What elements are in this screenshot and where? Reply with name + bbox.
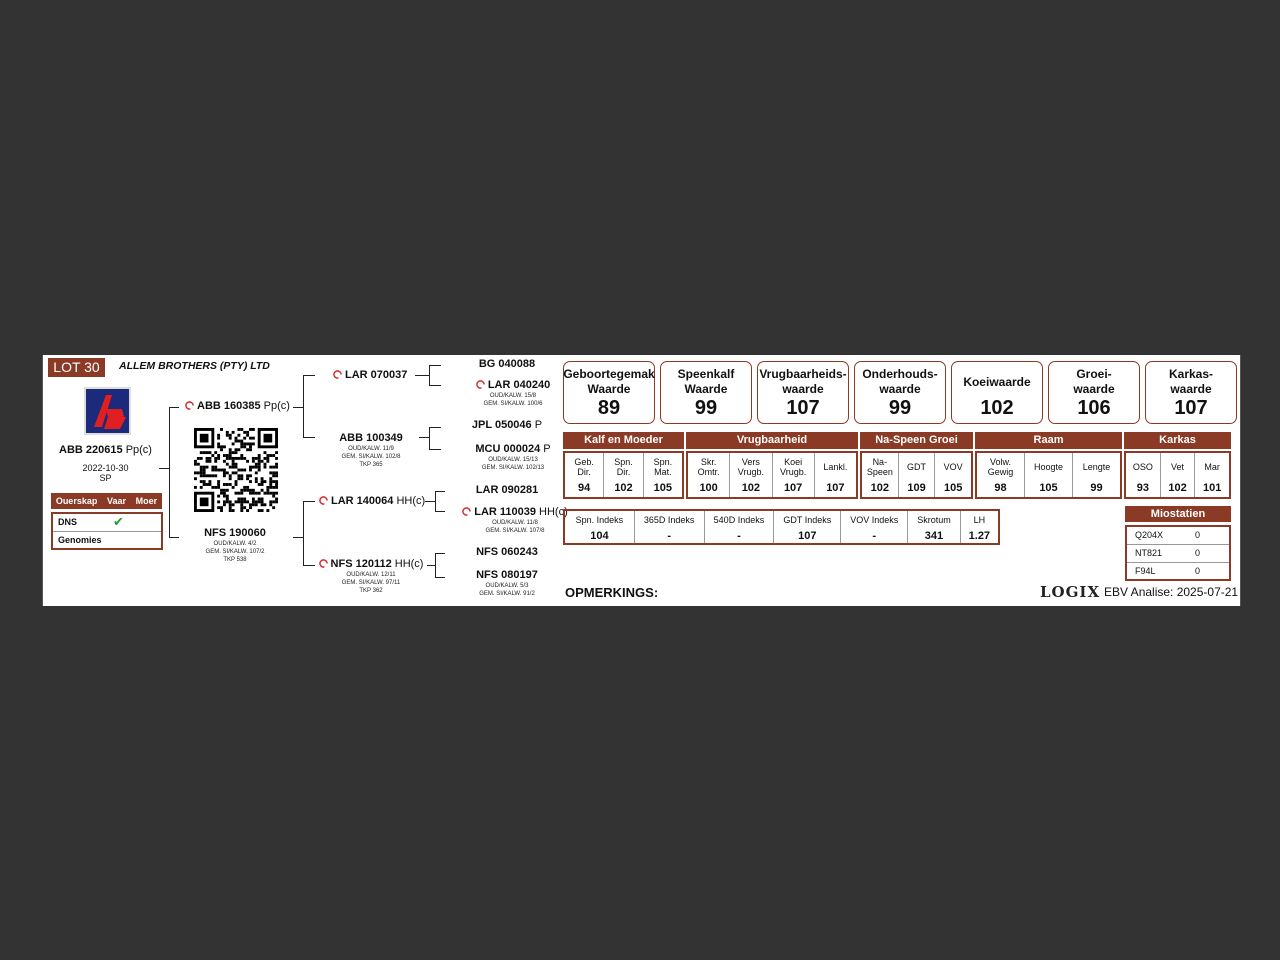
index-value: 1.27 [968, 530, 991, 542]
index-cell [635, 511, 705, 543]
animal-info [49, 444, 162, 483]
ebv-value: 102 [741, 482, 761, 494]
ebv-value: 98 [994, 482, 1007, 494]
bull-icon [319, 559, 328, 568]
sire-dam[interactable] [323, 432, 419, 469]
animal-tag: Pp(c) [125, 444, 152, 456]
dam-line: TKP 538 [223, 557, 247, 563]
dam-line: GEM. SI/KALW. 107/2 [205, 549, 265, 555]
bull-icon [462, 507, 471, 516]
value-number: 99 [888, 397, 912, 419]
ownership-header [51, 493, 162, 509]
ebv-label: Koei [784, 457, 803, 467]
dd-id: NFS 120112 [330, 558, 392, 570]
ebv-label: Spn. [653, 457, 673, 467]
ownership-label: DNS [58, 517, 78, 527]
value-title: Waarde [684, 382, 728, 396]
group-header: Na-Speen Groei [860, 432, 973, 449]
bull-icon [476, 380, 485, 389]
miostatien-key: NT821 [1135, 548, 1163, 558]
ownership-table [51, 512, 163, 550]
group-header: Kalf en Moeder [563, 432, 684, 449]
miostatien-key: F94L [1135, 566, 1156, 576]
index-label: Spn. Indeks [575, 515, 624, 525]
sd-line: GEM. SI/KALW. 102/8 [341, 454, 401, 460]
ownership-col: Vaar [106, 496, 127, 506]
ebv-label: GDT [907, 462, 926, 472]
ebv-cell [604, 453, 643, 497]
gg-4[interactable]: LAR 090281 [475, 484, 539, 496]
index-value: - [872, 530, 877, 542]
group-na-speen-groei [860, 451, 973, 499]
value-number: 107 [786, 397, 820, 419]
index-label: VOV Indeks [850, 515, 899, 525]
ebv-label: Mar [1204, 462, 1220, 472]
gg-line: GEM. SI/KALW. 91/2 [479, 591, 535, 597]
value-number: 102 [980, 397, 1014, 419]
ebv-value: 107 [826, 482, 845, 494]
gg-line: GEM. SI/KALW. 102/13 [481, 465, 545, 471]
ebv-label: Vrugb. [780, 467, 807, 477]
gg-1[interactable] [457, 379, 569, 408]
ebv-label: VOV [943, 462, 963, 472]
gg-id: NFS 080197 [476, 569, 538, 581]
dam-line: OUD/KALW. 4/2 [213, 541, 257, 547]
lot-badge: LOT 30 [48, 358, 105, 377]
ebv-date: EBV Analise: 2025-07-21 [1104, 585, 1239, 599]
qr-code[interactable] [194, 428, 278, 512]
miostatien-value: 0 [1195, 530, 1201, 540]
value-box [757, 361, 849, 424]
ebv-label: Lengte [1082, 462, 1111, 472]
animal-type: SP [99, 473, 112, 483]
remarks-label: OPMERKINGS: [565, 585, 659, 600]
index-value: 107 [798, 530, 817, 542]
ebv-label: Mat. [654, 467, 672, 477]
miostatien-row [1127, 527, 1229, 545]
ebv-cell [688, 453, 730, 497]
ebv-label: Vers [741, 457, 760, 467]
sire[interactable] [185, 400, 290, 412]
ebv-label: OSO [1132, 462, 1153, 472]
index-label: LH [973, 515, 986, 525]
ebv-label: Vrugb. [737, 467, 764, 477]
index-value: - [667, 530, 671, 542]
ebv-cell [1073, 453, 1120, 497]
dam-id: NFS 190060 [204, 527, 266, 539]
ebv-label: Geb. [574, 457, 594, 467]
group-header: Vrugbaarheid [686, 432, 858, 449]
logix-logo: LOGIX [1040, 583, 1101, 601]
miostatien-row [1127, 563, 1229, 580]
ebv-label: Hoogte [1033, 462, 1064, 472]
ebv-value: 93 [1136, 482, 1149, 494]
gg-tag: P [534, 419, 543, 431]
ebv-label: Gewig [987, 467, 1014, 477]
ebv-label: Dir. [616, 467, 631, 477]
ebv-cell [862, 453, 899, 497]
gg-line: OUD/KALW. 11/8 [492, 520, 538, 526]
index-value: - [737, 530, 741, 542]
ebv-cell [1195, 453, 1229, 497]
value-box [1145, 361, 1237, 424]
value-title: waarde [1073, 382, 1115, 396]
group-header: Karkas [1124, 432, 1231, 449]
group-karkas [1124, 451, 1231, 499]
ebv-cell [565, 453, 604, 497]
ebv-value: 102 [870, 482, 890, 494]
ebv-value: 109 [907, 482, 926, 494]
group-header: Raam [975, 432, 1122, 449]
ds-tag: HH(c) [396, 495, 426, 507]
value-title: waarde [782, 382, 824, 396]
index-cell [841, 511, 908, 543]
gg-3[interactable] [457, 443, 569, 472]
dd-tag: HH(c) [394, 558, 424, 570]
gg-line: OUD/KALW. 15/13 [488, 457, 538, 463]
ebv-value: 105 [1039, 482, 1058, 494]
sire-id: ABB 160385 [197, 400, 261, 412]
value-title: waarde [879, 382, 921, 396]
ebv-label: Spn. [614, 457, 633, 467]
value-box [854, 361, 946, 424]
check-icon: ✔ [113, 514, 124, 529]
ownership-col: Moer [135, 496, 158, 506]
ebv-value: 100 [699, 482, 718, 494]
miostatien-value: 0 [1195, 566, 1201, 576]
ebv-cell [1025, 453, 1073, 497]
index-cell [565, 511, 635, 543]
group-raam [975, 451, 1122, 499]
ebv-label: Na- [872, 457, 888, 467]
miostatien-key: Q204X [1135, 530, 1164, 540]
value-box [660, 361, 752, 424]
value-number: 106 [1077, 397, 1111, 419]
ownership-col: Ouerskap [55, 496, 98, 506]
value-title: Koeiwaarde [963, 374, 1031, 389]
value-title: Speenkalf [677, 367, 735, 381]
ebv-label: Vet [1171, 462, 1185, 472]
value-title: Onderhouds- [862, 367, 938, 381]
value-title: Vrugbaarheids- [759, 367, 847, 381]
ebv-label: Lankl. [823, 462, 848, 472]
ebv-cell [935, 453, 971, 497]
miostatien-header: Miostatien [1125, 506, 1231, 522]
ebv-label: Dir. [577, 467, 591, 477]
ownership-row [53, 514, 161, 532]
animal-card [42, 355, 1241, 606]
ebv-cell [815, 453, 856, 497]
gg-5[interactable] [455, 506, 575, 535]
sd-id: ABB 100349 [339, 432, 403, 444]
ebv-label: Volw. [989, 457, 1011, 467]
gg-id: MCU 000024 [475, 443, 541, 455]
index-cell [705, 511, 775, 543]
index-label: 365D Indeks [643, 515, 695, 525]
sire-sire[interactable] [333, 369, 407, 381]
value-title: Geboortegemak [563, 367, 655, 381]
ebv-label: Speen [866, 467, 893, 477]
index-label: GDT Indeks [783, 515, 832, 525]
value-title: Waarde [587, 382, 631, 396]
index-cell [908, 511, 961, 543]
ss-id: LAR 070037 [345, 369, 408, 381]
sire-tag: Pp(c) [263, 400, 290, 412]
index-label: 540D Indeks [713, 515, 765, 525]
gg-id: LAR 110039 [474, 506, 536, 518]
ebv-value: 105 [944, 482, 963, 494]
value-number: 89 [597, 397, 621, 419]
index-value: 341 [924, 530, 944, 542]
ebv-label: Omtr. [697, 467, 720, 477]
ebv-value: 102 [1168, 482, 1187, 494]
gg-0[interactable]: BG 040088 [478, 358, 536, 370]
value-number: 107 [1174, 397, 1208, 419]
ebv-value: 107 [783, 482, 803, 494]
gg-line: OUD/KALW. 15/8 [489, 393, 537, 399]
index-cell [774, 511, 841, 543]
ebv-cell [730, 453, 772, 497]
miostatien-table [1125, 525, 1231, 581]
ebv-value: 105 [653, 482, 672, 494]
gg-7[interactable] [457, 569, 557, 598]
dd-line: OUD/KALW. 12/11 [346, 572, 396, 578]
gg-tag: HH(c) [539, 506, 568, 518]
ebv-cell [977, 453, 1025, 497]
ownership-label: Genomies [58, 535, 102, 545]
ds-id: LAR 140064 [331, 495, 394, 507]
value-box [951, 361, 1043, 424]
value-title: Karkas- [1168, 367, 1214, 381]
ownership-row [53, 532, 161, 549]
ebv-value: 102 [614, 482, 633, 494]
gg-6[interactable]: NFS 060243 [476, 546, 538, 558]
ebv-cell [899, 453, 936, 497]
miostatien-row [1127, 545, 1229, 563]
value-number: 99 [694, 397, 718, 419]
gg-id: JPL 050046 [471, 419, 532, 431]
ebv-value: 99 [1090, 482, 1103, 494]
value-title: waarde [1170, 382, 1212, 396]
index-value: 104 [590, 530, 609, 542]
dam-dam[interactable] [313, 558, 429, 595]
animal-dob: 2022-10-30 [82, 463, 129, 473]
group-vrugbaarheid [686, 451, 858, 499]
ebv-cell [1126, 453, 1161, 497]
index-cell [961, 511, 998, 543]
owner-name: ALLEM BROTHERS (PTY) LTD [119, 360, 270, 372]
sd-line: TKP 365 [359, 462, 383, 468]
gg-tag: P [543, 443, 551, 455]
ebv-value: 94 [578, 482, 591, 494]
index-table [563, 509, 1000, 545]
gg-id: LAR 040240 [487, 379, 551, 391]
dd-line: GEM. SI/KALW. 97/11 [341, 580, 401, 586]
index-label: Skrotum [917, 515, 951, 525]
dam[interactable] [189, 527, 281, 564]
bull-icon [319, 496, 328, 505]
group-kalf-en-moeder [563, 451, 684, 499]
animal-id: ABB 220615 [59, 444, 123, 456]
bull-icon [333, 370, 342, 379]
ebv-label: Skr. [700, 457, 717, 467]
value-box [1048, 361, 1140, 424]
value-title: Groei- [1076, 367, 1112, 381]
bull-icon [185, 401, 194, 410]
gg-line: GEM. SI/KALW. 107/8 [485, 528, 545, 534]
value-box [563, 361, 655, 424]
sd-line: OUD/KALW. 11/9 [348, 446, 394, 452]
breeder-logo [84, 387, 131, 435]
miostatien-value: 0 [1195, 548, 1201, 558]
ebv-value: 101 [1203, 482, 1222, 494]
ebv-cell [644, 453, 682, 497]
ebv-cell [773, 453, 815, 497]
dam-sire[interactable] [319, 495, 425, 507]
ebv-cell [1161, 453, 1196, 497]
gg-line: OUD/KALW. 5/3 [485, 583, 529, 589]
gg-line: GEM. SI/KALW. 100/6 [483, 401, 543, 407]
gg-2[interactable] [457, 419, 557, 431]
dd-line: TKP 362 [359, 588, 383, 594]
